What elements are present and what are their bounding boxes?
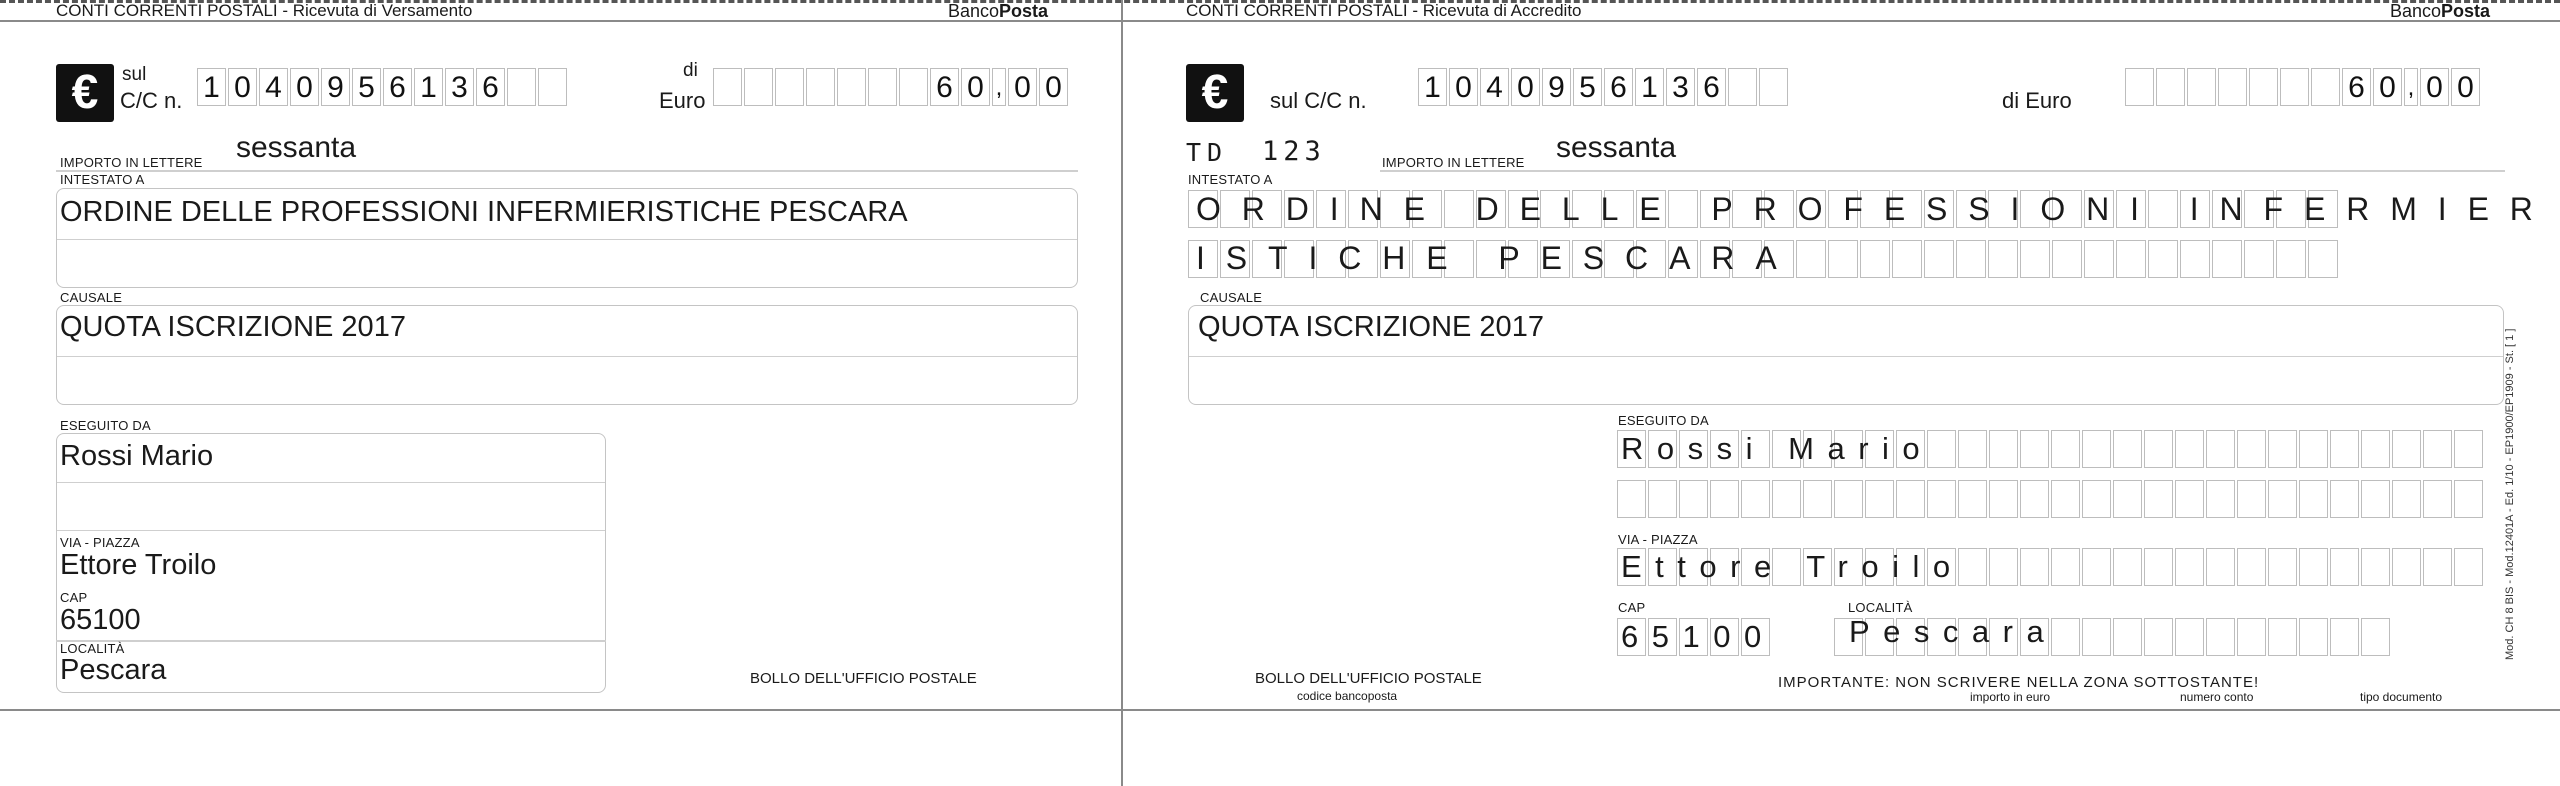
right-localita-value: Pescara xyxy=(1849,614,2058,649)
left-intestato-value: ORDINE DELLE PROFESSIONI INFERMIERISTICHE PESCARA xyxy=(60,196,908,228)
right-importo-line xyxy=(1380,170,2505,172)
euro-icon: € xyxy=(56,64,114,122)
right-eseguito-grid-row2 xyxy=(1617,480,2485,518)
right-causale-value: QUOTA ISCRIZIONE 2017 xyxy=(1198,311,1544,343)
left-cap-line xyxy=(56,640,606,642)
right-td-label: TD xyxy=(1186,138,1229,167)
left-causale-value: QUOTA ISCRIZIONE 2017 xyxy=(60,311,406,343)
section-divider xyxy=(1121,0,1123,786)
left-importo-label: IMPORTO IN LETTERE xyxy=(60,155,203,170)
left-brand-logo: BancoPosta xyxy=(948,1,1049,21)
left-eseguito-value: Rossi Mario xyxy=(60,440,214,472)
right-importo-label: IMPORTO IN LETTERE xyxy=(1382,155,1525,170)
right-intestato-line2: ISTICHE PESCARA xyxy=(1196,240,1798,276)
euro-icon: € xyxy=(1186,64,1244,122)
right-side-code: Mod. CH 8 BIS - Mod.12401A - Ed. 1/10 - EP1900/EP1909 - St. [ 1 ] xyxy=(2504,328,2516,660)
left-bollo-label: BOLLO DELL'UFFICIO POSTALE xyxy=(750,670,977,687)
left-causale-label: CAUSALE xyxy=(60,290,123,305)
left-title: CONTI CORRENTI POSTALI - Ricevuta di Versamento xyxy=(56,1,473,20)
left-euro-label: Euro xyxy=(659,88,706,113)
left-account-number: 1 0 4 0 9 5 6 1 3 6 xyxy=(197,68,569,106)
right-bollo-label: BOLLO DELL'UFFICIO POSTALE xyxy=(1255,670,1482,687)
right-brand-logo: BancoPosta xyxy=(2390,1,2491,21)
right-cap-value: 65100 xyxy=(1621,619,1775,654)
right-via-value: Ettore Troilo xyxy=(1621,549,1964,584)
right-importo-value: sessanta xyxy=(1556,131,1677,164)
left-cap-value: 65100 xyxy=(60,604,141,636)
right-di-euro-label: di Euro xyxy=(2002,88,2072,113)
right-importante-label: IMPORTANTE: NON SCRIVERE NELLA ZONA SOTTOSTANTE! xyxy=(1778,674,2260,691)
left-via-value: Ettore Troilo xyxy=(60,549,217,581)
right-eseguito-label: ESEGUITO DA xyxy=(1618,413,1709,428)
right-via-label: VIA - PIAZZA xyxy=(1618,532,1698,547)
right-cap-label: CAP xyxy=(1618,600,1646,615)
left-importo-value: sessanta xyxy=(236,131,357,164)
left-localita-label: LOCALITÀ xyxy=(60,641,125,656)
right-account-number: 1 0 4 0 9 5 6 1 3 6 xyxy=(1418,68,1790,106)
left-di-label: di xyxy=(683,60,698,81)
left-via-label: VIA - PIAZZA xyxy=(60,535,140,550)
left-importo-line xyxy=(56,170,1078,172)
bottom-rule xyxy=(0,709,2560,711)
right-cc-label: sul C/C n. xyxy=(1270,88,1367,113)
right-tipo-documento-label: tipo documento xyxy=(2360,690,2443,704)
left-cc-label: C/C n. xyxy=(120,88,183,113)
left-localita-value: Pescara xyxy=(60,654,167,686)
right-intestato-label: INTESTATO A xyxy=(1188,172,1273,187)
right-amount: 6 0 , 0 0 xyxy=(2125,68,2482,106)
left-eseguito-label: ESEGUITO DA xyxy=(60,418,151,433)
left-intestato-label: INTESTATO A xyxy=(60,172,145,187)
right-title: CONTI CORRENTI POSTALI - Ricevuta di Accredito xyxy=(1186,1,1582,20)
right-localita-label: LOCALITÀ xyxy=(1848,600,1913,615)
right-eseguito-value: Rossi Mario xyxy=(1621,431,1934,466)
left-amount: 6 0 , 0 0 xyxy=(713,68,1070,106)
left-sul-label: sul xyxy=(122,64,147,85)
left-cap-label: CAP xyxy=(60,590,88,605)
right-td-value: 123 xyxy=(1262,136,1326,167)
right-importo-euro-label: importo in euro xyxy=(1970,690,2051,704)
right-causale-label: CAUSALE xyxy=(1200,290,1263,305)
right-codice-label: codice bancoposta xyxy=(1297,689,1398,703)
right-intestato-line1: ORDINE DELLE PROFESSIONI INFERMIER xyxy=(1196,191,2554,227)
right-numero-conto-label: numero conto xyxy=(2180,690,2254,704)
